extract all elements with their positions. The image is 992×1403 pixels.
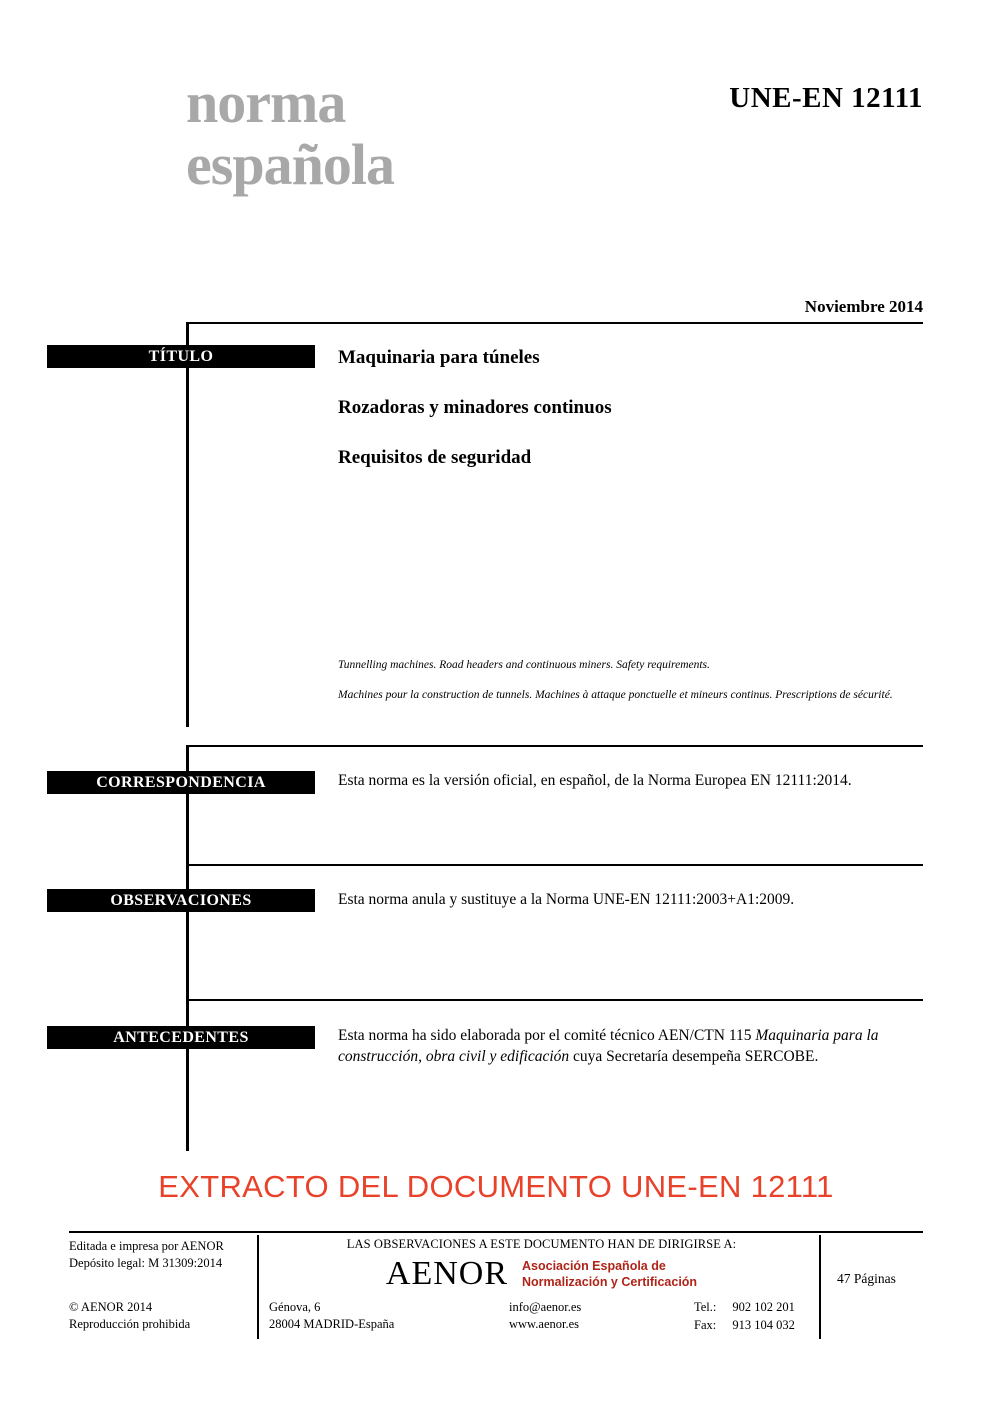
footer-email[interactable]: info@aenor.es — [509, 1300, 582, 1314]
alt-title-english: Tunnelling machines. Road headers and continuous miners. Safety requirements. — [338, 659, 710, 671]
section-label-antecedentes: ANTECEDENTES — [47, 1026, 315, 1049]
rule-titulo-top — [186, 322, 923, 324]
masthead-line-2: española — [186, 132, 394, 197]
footer-copyright-line-1: © AENOR 2014 — [69, 1300, 153, 1314]
section-body-observaciones: Esta norma anula y sustituye a la Norma UNE-EN 12111:2003+A1:2009. — [338, 891, 795, 908]
aenor-subtitle-line-2: Normalización y Certificación — [522, 1275, 698, 1289]
antecedentes-text-part1: Esta norma ha sido elaborada por el comité técnico AEN/CTN 115 — [338, 1027, 756, 1044]
footer-copyright — [69, 1299, 254, 1333]
section-body-titulo — [338, 345, 923, 495]
footer-fax-label: Fax: — [694, 1318, 717, 1332]
footer-edited-line-2: Depósito legal: M 31309:2014 — [69, 1256, 223, 1270]
footer-divider-right — [819, 1235, 821, 1339]
footer-notice: LAS OBSERVACIONES A ESTE DOCUMENTO HAN DE DIRIGIRSE A: — [346, 1237, 737, 1251]
title-line-2: Rozadoras y minadores continuos — [338, 397, 612, 418]
rule-correspondencia-top — [186, 745, 923, 747]
antecedentes-committee-name: Maquinaria para la construcción, obra civil y edificación — [338, 1027, 879, 1065]
section-body-correspondencia: Esta norma es la versión oficial, en español, de la Norma Europea EN 12111:2014. — [338, 772, 852, 789]
rule-titulo-left — [186, 322, 189, 727]
footer-address — [269, 1299, 394, 1333]
aenor-logo-text: AENOR — [385, 1255, 509, 1292]
footer-editor — [69, 1238, 254, 1272]
section-label-correspondencia: CORRESPONDENCIA — [47, 771, 315, 794]
footer-address-line-2: 28004 MADRID-España — [269, 1317, 395, 1331]
title-line-3: Requisitos de seguridad — [338, 447, 532, 468]
section-body-antecedentes — [338, 1025, 923, 1067]
footer-logo-block — [269, 1255, 814, 1293]
footer-contact-web — [509, 1299, 581, 1333]
rule-observaciones-left — [186, 864, 189, 1000]
footer-phone-block — [694, 1299, 795, 1335]
footer-address-line-1: Génova, 6 — [269, 1300, 321, 1314]
footer-tel-value: 902 102 201 — [732, 1300, 795, 1314]
footer-divider-left — [257, 1235, 259, 1339]
section-label-titulo: TÍTULO — [47, 345, 315, 368]
document-date: Noviembre 2014 — [804, 297, 923, 316]
masthead — [186, 72, 686, 196]
section-label-observaciones: OBSERVACIONES — [47, 889, 315, 912]
document-code: UNE-EN 12111 — [729, 82, 923, 114]
masthead-line-1: norma — [186, 70, 346, 135]
rule-observaciones-top — [186, 864, 923, 866]
antecedentes-text-part2: cuya Secretaría desempeña SERCOBE. — [569, 1048, 819, 1065]
footer-edited-line-1: Editada e impresa por AENOR — [69, 1239, 224, 1253]
footer-tel-label: Tel.: — [694, 1300, 717, 1314]
footer-website[interactable]: www.aenor.es — [509, 1317, 580, 1331]
rule-antecedentes-top — [186, 999, 923, 1001]
alt-title-french: Machines pour la construction de tunnels. Machines à attaque ponctuelle et mineurs continus. Prescriptions de sécurité. — [338, 689, 893, 701]
title-line-1: Maquinaria para túneles — [338, 347, 540, 368]
alt-titles — [338, 657, 923, 717]
extract-banner: EXTRACTO DEL DOCUMENTO UNE-EN 12111 — [158, 1169, 834, 1204]
footer-copyright-line-2: Reproducción prohibida — [69, 1317, 191, 1331]
footer-fax-value: 913 104 032 — [732, 1318, 795, 1332]
aenor-logo-subtitle — [522, 1258, 697, 1290]
aenor-subtitle-line-1: Asociación Española de — [522, 1259, 666, 1273]
rule-correspondencia-left — [186, 745, 189, 865]
footer-page-count: 47 Páginas — [837, 1271, 896, 1286]
rule-antecedentes-left — [186, 999, 189, 1151]
footer — [69, 1231, 923, 1341]
